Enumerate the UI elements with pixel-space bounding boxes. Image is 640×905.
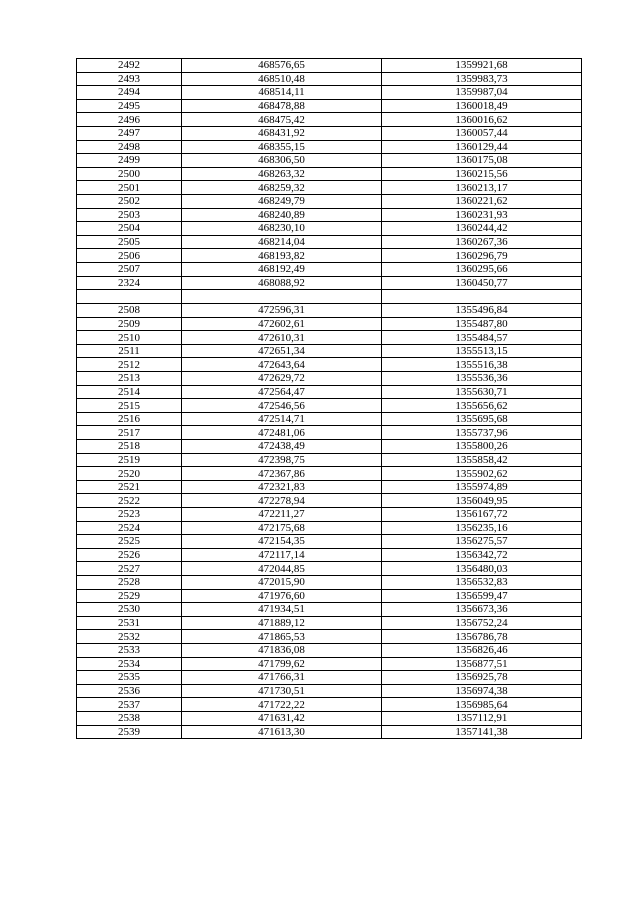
table-row	[77, 194, 582, 208]
table-row	[77, 453, 582, 467]
point-number-cell: 2533	[77, 643, 182, 657]
point-number-cell: 2523	[77, 508, 182, 522]
x-coordinate-cell: 472278,94	[182, 494, 382, 508]
x-coordinate-cell: 471934,51	[182, 603, 382, 617]
point-number-cell: 2499	[77, 154, 182, 168]
point-number-cell: 2492	[77, 59, 182, 73]
table-row	[77, 385, 582, 399]
table-row	[77, 331, 582, 345]
y-coordinate-cell: 1360296,79	[382, 249, 582, 263]
y-coordinate-cell: 1356599,47	[382, 589, 582, 603]
x-coordinate-cell: 468230,10	[182, 222, 382, 236]
x-coordinate-cell: 468478,88	[182, 99, 382, 113]
y-coordinate-cell: 1355737,96	[382, 426, 582, 440]
table-row	[77, 616, 582, 630]
x-coordinate-cell: 472651,34	[182, 344, 382, 358]
table-row	[77, 235, 582, 249]
point-number-cell: 2508	[77, 304, 182, 318]
table-row	[77, 399, 582, 413]
y-coordinate-cell: 1360450,77	[382, 276, 582, 290]
table-row	[77, 575, 582, 589]
y-coordinate-cell	[382, 290, 582, 304]
x-coordinate-cell: 468514,11	[182, 86, 382, 100]
point-number-cell: 2518	[77, 440, 182, 454]
point-number-cell: 2514	[77, 385, 182, 399]
point-number-cell: 2510	[77, 331, 182, 345]
table-row	[77, 372, 582, 386]
point-number-cell: 2506	[77, 249, 182, 263]
x-coordinate-cell: 472398,75	[182, 453, 382, 467]
table-row	[77, 86, 582, 100]
point-number-cell: 2513	[77, 372, 182, 386]
point-number-cell: 2537	[77, 698, 182, 712]
table-row	[77, 412, 582, 426]
point-number-cell: 2505	[77, 235, 182, 249]
point-number-cell: 2516	[77, 412, 182, 426]
y-coordinate-cell: 1356925,78	[382, 671, 582, 685]
y-coordinate-cell: 1360295,66	[382, 262, 582, 276]
x-coordinate-cell: 471799,62	[182, 657, 382, 671]
table-row	[77, 603, 582, 617]
y-coordinate-cell: 1356480,03	[382, 562, 582, 576]
point-number-cell: 2526	[77, 548, 182, 562]
table-row	[77, 126, 582, 140]
point-number-cell: 2527	[77, 562, 182, 576]
x-coordinate-cell: 472367,86	[182, 467, 382, 481]
point-number-cell: 2511	[77, 344, 182, 358]
y-coordinate-cell: 1356673,36	[382, 603, 582, 617]
x-coordinate-cell: 471722,22	[182, 698, 382, 712]
x-coordinate-cell: 472117,14	[182, 548, 382, 562]
point-number-cell: 2498	[77, 140, 182, 154]
y-coordinate-cell: 1355656,62	[382, 399, 582, 413]
y-coordinate-cell: 1356985,64	[382, 698, 582, 712]
y-coordinate-cell: 1355974,89	[382, 480, 582, 494]
y-coordinate-cell: 1356826,46	[382, 643, 582, 657]
point-number-cell: 2512	[77, 358, 182, 372]
y-coordinate-cell: 1355630,71	[382, 385, 582, 399]
table-row	[77, 290, 582, 304]
y-coordinate-cell: 1360213,17	[382, 181, 582, 195]
table-row	[77, 562, 582, 576]
point-number-cell: 2324	[77, 276, 182, 290]
point-number-cell: 2528	[77, 575, 182, 589]
point-number-cell: 2517	[77, 426, 182, 440]
point-number-cell: 2521	[77, 480, 182, 494]
point-number-cell	[77, 290, 182, 304]
table-row	[77, 548, 582, 562]
y-coordinate-cell: 1356877,51	[382, 657, 582, 671]
x-coordinate-cell: 471889,12	[182, 616, 382, 630]
table-row	[77, 154, 582, 168]
x-coordinate-cell: 468355,15	[182, 140, 382, 154]
y-coordinate-cell: 1356167,72	[382, 508, 582, 522]
x-coordinate-cell: 468192,49	[182, 262, 382, 276]
x-coordinate-cell: 472044,85	[182, 562, 382, 576]
point-number-cell: 2503	[77, 208, 182, 222]
y-coordinate-cell: 1355536,36	[382, 372, 582, 386]
x-coordinate-cell: 472481,06	[182, 426, 382, 440]
x-coordinate-cell: 471613,30	[182, 725, 382, 739]
table-row	[77, 276, 582, 290]
y-coordinate-cell: 1359983,73	[382, 72, 582, 86]
table-row	[77, 671, 582, 685]
y-coordinate-cell: 1355902,62	[382, 467, 582, 481]
point-number-cell: 2529	[77, 589, 182, 603]
point-number-cell: 2502	[77, 194, 182, 208]
point-number-cell: 2504	[77, 222, 182, 236]
table-row	[77, 643, 582, 657]
point-number-cell: 2520	[77, 467, 182, 481]
y-coordinate-cell: 1356275,57	[382, 535, 582, 549]
x-coordinate-cell: 471976,60	[182, 589, 382, 603]
point-number-cell: 2493	[77, 72, 182, 86]
point-number-cell: 2496	[77, 113, 182, 127]
table-row	[77, 480, 582, 494]
point-number-cell: 2535	[77, 671, 182, 685]
point-number-cell: 2494	[77, 86, 182, 100]
y-coordinate-cell: 1355858,42	[382, 453, 582, 467]
y-coordinate-cell: 1355487,80	[382, 317, 582, 331]
x-coordinate-cell: 468306,50	[182, 154, 382, 168]
table-row	[77, 698, 582, 712]
point-number-cell: 2536	[77, 684, 182, 698]
point-number-cell: 2515	[77, 399, 182, 413]
table-row	[77, 72, 582, 86]
point-number-cell: 2519	[77, 453, 182, 467]
table-row	[77, 684, 582, 698]
y-coordinate-cell: 1357112,91	[382, 711, 582, 725]
y-coordinate-cell: 1357141,38	[382, 725, 582, 739]
point-number-cell: 2507	[77, 262, 182, 276]
x-coordinate-cell: 468475,42	[182, 113, 382, 127]
table-row	[77, 344, 582, 358]
x-coordinate-cell: 468214,04	[182, 235, 382, 249]
x-coordinate-cell: 472596,31	[182, 304, 382, 318]
point-number-cell: 2539	[77, 725, 182, 739]
x-coordinate-cell: 468240,89	[182, 208, 382, 222]
table-row	[77, 181, 582, 195]
table-row	[77, 630, 582, 644]
x-coordinate-cell: 472564,47	[182, 385, 382, 399]
y-coordinate-cell: 1360175,08	[382, 154, 582, 168]
x-coordinate-cell: 468088,92	[182, 276, 382, 290]
x-coordinate-cell: 468263,32	[182, 167, 382, 181]
x-coordinate-cell	[182, 290, 382, 304]
y-coordinate-cell: 1355484,57	[382, 331, 582, 345]
table-row	[77, 113, 582, 127]
y-coordinate-cell: 1356049,95	[382, 494, 582, 508]
x-coordinate-cell: 472610,31	[182, 331, 382, 345]
y-coordinate-cell: 1360221,62	[382, 194, 582, 208]
point-number-cell: 2524	[77, 521, 182, 535]
x-coordinate-cell: 472514,71	[182, 412, 382, 426]
table-row	[77, 467, 582, 481]
table-row	[77, 521, 582, 535]
point-number-cell: 2525	[77, 535, 182, 549]
x-coordinate-cell: 472438,49	[182, 440, 382, 454]
y-coordinate-cell: 1355800,26	[382, 440, 582, 454]
y-coordinate-cell: 1359987,04	[382, 86, 582, 100]
point-number-cell: 2509	[77, 317, 182, 331]
x-coordinate-cell: 471766,31	[182, 671, 382, 685]
x-coordinate-cell: 468249,79	[182, 194, 382, 208]
y-coordinate-cell: 1360215,56	[382, 167, 582, 181]
point-number-cell: 2500	[77, 167, 182, 181]
x-coordinate-cell: 471631,42	[182, 711, 382, 725]
y-coordinate-cell: 1356974,38	[382, 684, 582, 698]
table-row	[77, 249, 582, 263]
table-row	[77, 725, 582, 739]
x-coordinate-cell: 468193,82	[182, 249, 382, 263]
y-coordinate-cell: 1360057,44	[382, 126, 582, 140]
table-row	[77, 304, 582, 318]
x-coordinate-cell: 472015,90	[182, 575, 382, 589]
table-row	[77, 508, 582, 522]
x-coordinate-cell: 471865,53	[182, 630, 382, 644]
y-coordinate-cell: 1356235,16	[382, 521, 582, 535]
y-coordinate-cell: 1355513,15	[382, 344, 582, 358]
x-coordinate-cell: 472602,61	[182, 317, 382, 331]
table-row	[77, 426, 582, 440]
y-coordinate-cell: 1356342,72	[382, 548, 582, 562]
y-coordinate-cell: 1360231,93	[382, 208, 582, 222]
y-coordinate-cell: 1355695,68	[382, 412, 582, 426]
table-row	[77, 358, 582, 372]
point-number-cell: 2534	[77, 657, 182, 671]
y-coordinate-cell: 1356752,24	[382, 616, 582, 630]
y-coordinate-cell: 1355516,38	[382, 358, 582, 372]
y-coordinate-cell: 1360018,49	[382, 99, 582, 113]
x-coordinate-cell: 471836,08	[182, 643, 382, 657]
coordinates-table-body	[77, 59, 582, 739]
table-row	[77, 208, 582, 222]
point-number-cell: 2522	[77, 494, 182, 508]
table-row	[77, 99, 582, 113]
x-coordinate-cell: 472175,68	[182, 521, 382, 535]
y-coordinate-cell: 1360244,42	[382, 222, 582, 236]
y-coordinate-cell: 1360129,44	[382, 140, 582, 154]
point-number-cell: 2530	[77, 603, 182, 617]
coordinates-table	[76, 58, 582, 739]
point-number-cell: 2495	[77, 99, 182, 113]
table-row	[77, 494, 582, 508]
x-coordinate-cell: 472629,72	[182, 372, 382, 386]
x-coordinate-cell: 471730,51	[182, 684, 382, 698]
x-coordinate-cell: 468576,65	[182, 59, 382, 73]
x-coordinate-cell: 472321,83	[182, 480, 382, 494]
table-row	[77, 711, 582, 725]
table-row	[77, 167, 582, 181]
x-coordinate-cell: 468510,48	[182, 72, 382, 86]
x-coordinate-cell: 472211,27	[182, 508, 382, 522]
table-row	[77, 262, 582, 276]
point-number-cell: 2532	[77, 630, 182, 644]
point-number-cell: 2531	[77, 616, 182, 630]
y-coordinate-cell: 1360267,36	[382, 235, 582, 249]
x-coordinate-cell: 472546,56	[182, 399, 382, 413]
y-coordinate-cell: 1356786,78	[382, 630, 582, 644]
x-coordinate-cell: 468259,32	[182, 181, 382, 195]
table-row	[77, 535, 582, 549]
x-coordinate-cell: 472643,64	[182, 358, 382, 372]
point-number-cell: 2538	[77, 711, 182, 725]
table-row	[77, 657, 582, 671]
table-row	[77, 222, 582, 236]
x-coordinate-cell: 468431,92	[182, 126, 382, 140]
table-row	[77, 59, 582, 73]
y-coordinate-cell: 1360016,62	[382, 113, 582, 127]
y-coordinate-cell: 1359921,68	[382, 59, 582, 73]
point-number-cell: 2497	[77, 126, 182, 140]
table-row	[77, 440, 582, 454]
table-row	[77, 589, 582, 603]
y-coordinate-cell: 1355496,84	[382, 304, 582, 318]
y-coordinate-cell: 1356532,83	[382, 575, 582, 589]
point-number-cell: 2501	[77, 181, 182, 195]
table-row	[77, 317, 582, 331]
x-coordinate-cell: 472154,35	[182, 535, 382, 549]
table-row	[77, 140, 582, 154]
